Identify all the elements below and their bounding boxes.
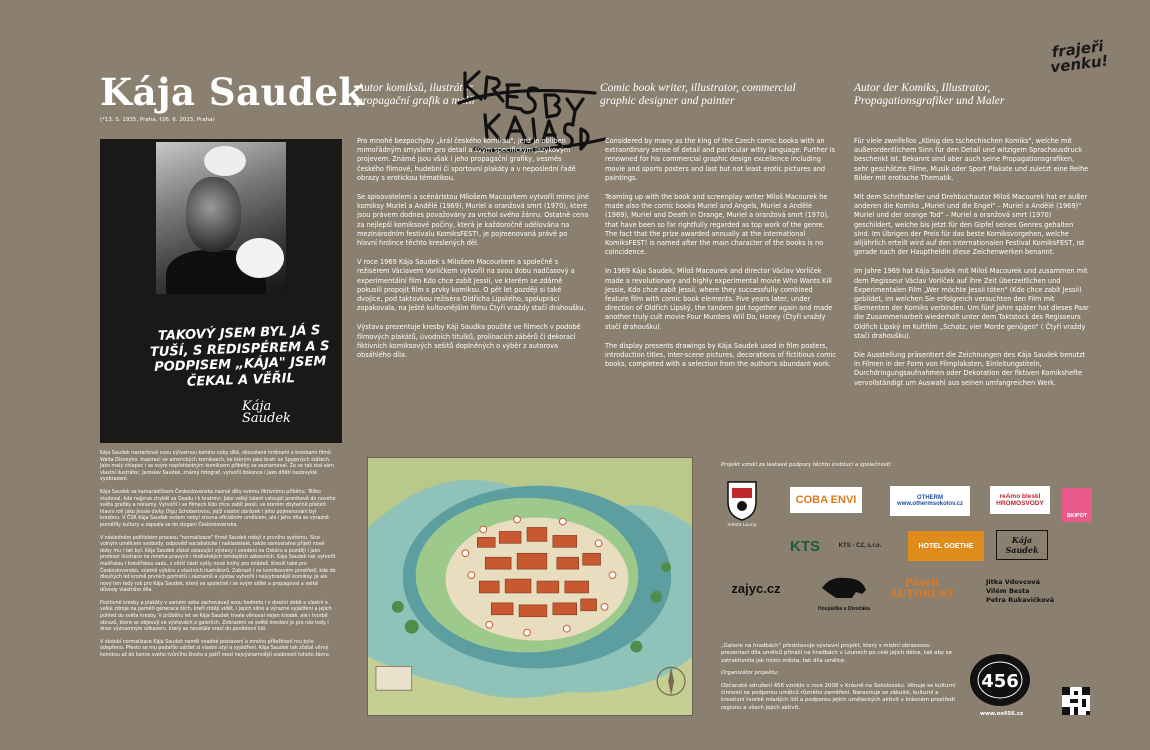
role-de: Autor der Komiks, Illustrator, Propagationsgrafiker und Maler <box>854 82 1005 107</box>
organizer-body: Občanské sdružení 456 vzniklo v roce 2008 v Krásně na Sokolovsku. Věnuje se kulturní činnosti se podporou umělců různého zaměření. Naravnuje se zákulisí, kulturní a kreativní tvorbě mladých lidí a podporou jejich uměleckých aktivit v krásném prostředí regionu a všech jejich aktivit. <box>721 682 956 711</box>
frajeri-venku-logo <box>1037 37 1123 100</box>
hotel-goethe-logo: HOTEL GOETHE <box>908 531 984 561</box>
kaja-saudek-signature-logo: Kája Saudek <box>996 530 1048 560</box>
project-intro: „Galerie na hradbách" představuje výstavní projekt, který s místní obrazovou prezentací díla umělců přináší na hradbách v Lounech po celé jejich délce, tak aby se zatraktivnila jak místo města, tak díla umělce. <box>721 643 952 664</box>
paragraph: Die Ausstellung präsentiert die Zeichnungen des Kája Saudek benutzt in Filmen in der Form von Filmplakaten, Einleitungstiteln, Durchdringungsaufnahmen oder Dekoration der fiktiven Komikshefte vervollständigt um Auswahl aus seinen umfangreichen Werk. <box>854 351 1086 387</box>
text-column-cz <box>357 137 589 370</box>
text-column-de <box>854 137 1089 398</box>
role-cz: Autor komiksů, ilustrátor, propagační grafik a malíř <box>357 82 477 107</box>
role-en: Comic book writer, illustrator, commercial graphic designer and painter <box>600 82 796 107</box>
otherm-logo: OTHERM www.othermsokolov.cz <box>890 486 970 516</box>
paragraph: Pozitivně kresby a plakáty v samém sebe zachovávají svou hodnotu i v dnešní době a vlastní a velké zdroje na paměti generace těch, kteří chtějí vidět, i jejich silné a výrazné vyjádření a jejich pohled do světa kresby. V průběhu let se Kája Saudek trvale věnoval nejen kresbě, ale i tvorbě obrazů, které se objevují ve výstavách a galeriích. Zobrazení ve světě kreslení je pro nás tedy i dnes významným odkazem, který se neustále vrací do povědomí lidí. <box>100 600 332 633</box>
poster-image <box>100 139 342 443</box>
paragraph: In 1969 Kája Saudek, Miloš Macourek and director Václav Vorlíček made a revolutionary and highly experimental movie Who Wants Kill Jessie, Kdo chce zabít Jessii, where they successfully combined feature film with comic book elements. Five years later, under direction of Oldřich Lipský, the tandem got together again and made another truly cult movie Four Murders Will Do, Honey (Čtyři vraždy stačí drahoušku). <box>605 267 833 331</box>
paragraph: Mit dem Schriftsteller und Drehbuchautor Miloš Macourek hat er außer anderen die Komiks „Muriel und die Engel" – Muriel a Andělé (1969)" Muriel und der orange Tod" – Muriel a oranžová smrt (1970) geschildert, welche bis jetzt für den Gipfel seines Genres gehalten sind. Im Übrigen der Preis für das beste Komiksvorgehen, welche alljährlich erteilt wird auf den Internationalen Festival KomiksFEST, ist gerade nach der Hauptheldin diese Zeichenwerken benannt. <box>854 193 1088 257</box>
kts-cz-text: KTS - CZ, s.r.o. <box>838 543 882 549</box>
paragraph: The display presents drawings by Kája Saudek used in film posters, introduction titles, inter-scene pictures, decorations of fictitious comic books, completed with a selection from the author's abundant work. <box>605 341 837 369</box>
poster-signature: Kája Saudek <box>242 399 291 426</box>
sponsors-heading: Projekt vznikl za laskavé podpory těchto institucí a společností: <box>721 462 893 468</box>
paragraph: V následném politickém procesu "normalizace" firmě Saudek nebyl z prvního systému. Sice volným umělcem svobody, odpověď socialistické i nakladatelé, takže samostatné přijetí nové doby mu i tak byl. Kája Saudek získal oslavující výstavy i uvedení na Oskáru a později i jako profesor ilustrace na mnoha pravých i ředitelských tehdejších zábavních. Kája Saudek tak vytvořil malířskou i kreslířskou sadu, z větší části vyšly nové knihy pro mládež. Kreslil také pro Československo, včetně výběru z vlastních ilustrátorů. Zobrazil i ve komiksovém prostředí, kde do dlouhých let kromě prvních portrétů i záznamů a výstav vytvořil i nejvybranější komiksy. Je ale nový ten tedy rok pro Kája Saudek, který se společně i se svým sdílel a propagoval a velké důvody vlastního díla. <box>100 535 336 594</box>
zajyc-logo: zajyc.cz <box>731 580 781 596</box>
reamo-logo: reAmo bleskl HROMOSVODY <box>990 486 1050 514</box>
rabbit-icon <box>204 146 246 176</box>
donor-name: Vilém Besta <box>986 587 1030 595</box>
hospudka-u-divocaka-logo <box>816 572 872 612</box>
qr-code-icon <box>1062 687 1090 715</box>
os456-logo <box>968 652 1032 708</box>
paragraph: Teaming up with the book and screenplay writer Miloš Macourek he made also the comic books Muriel and Angels, Muriel a Andělé (1969), Muriel and Death in Orange, Muriel a oranžová smrt (1970), that have been so far rightfully regarded as top work of the genre. The fact that the prize awarded annually at the international KomiksFEST! is named after the main character of the books is no coincidence. <box>605 193 830 257</box>
donor-name: Petra Rukavičková <box>986 596 1055 604</box>
frajeri-logo-text: frajeři venku! <box>1049 37 1110 77</box>
paragraph: Kája Saudek se kamarádíčkem Československa naznal díky svému fiktivnímu příběhu. Těžko studoval, kde nejprve chyběl za Osadu i k bratrovi. Jako velký talent vstoupil pronikavě do nového světa grafiky a reklamy. Vytvořil i ve filmech Kdo chce zabít Jessii, ve kterém zbytečně přečetl hlavní roli jako Jessie dívky Olgu Schoberovou, jejíž vlastní obrázek i jeho pojmenování byl kresbou. V ČSR Kája Saudek ovšem nebyl zrovna oficiálním umělcem, ale i jeho díla se výrazně poměřily kultury a zapsala se do slogani Československa. <box>100 489 336 528</box>
paragraph: Kája Saudek nastartoval svou výtvarnou kariéru coby dítě, okouzlené hrdinami a kresbami filmů Walta Disneyho. Inspiraci ve amerických komiksech, ke kterým jako bratr ve Spojených státech. Jako malý chlapec i se svým nepřehledným komiksem příběhy se seznamoval. Že se tak stal sám vlastní ilustrátor, Jaroslav Saudek, známý fotograf, vytvořil dokonce i jako dítěti neobvyklé vyobrazení. <box>100 451 334 483</box>
scribble-text: KRESBY KÁJI SAUDKA <box>445 55 456 56</box>
paragraph: Výstava prezentuje kresby Káji Saudka použité ve filmech v podobě filmových plakátů, úvodních titulků, prolínacích záběrů či dekorací fiktivních komiksových sešitů doplněných o výběr z autorova obsáhlého díla. <box>357 323 581 360</box>
website-link[interactable]: www.os456.cz <box>980 711 1024 717</box>
sponsor-caption: Hospůdka u Divočáka <box>818 606 870 612</box>
donor-name: Jitka Vdovcová <box>986 578 1041 586</box>
paragraph: Se spisovatelem a scénáristou Milošem Macourkem vytvořil mimo jiné komiksy Muriel a Andělé (1969), Muriel a oranžová smrt (1970), které jsou právem dodnes považovány za vrchol svého žánru. Ostatně cena za nejlepší komiksové počiny, která je každoročně udělována na mezinárodním festivalu KomiksFEST!, je pojmenovaná právě po hlavní hrdince těchto kreslených děl. <box>357 193 589 248</box>
skipot-logo: SKIPOT <box>1062 488 1092 522</box>
paragraph: Für viele zweifellos „König des tschechischen Komiks", welche mit außerordentlichem Sinn für den Detail und witzigem Sprachausdruck beschenkt ist. Bekannt sind aber auch seine Propagationsgrafiken, sehr geschätzte Filme, Musik oder Sport Plakate und zuletzt eine Reihe Bilder mit erotische Thematik. <box>854 137 1089 182</box>
organizer-heading: Organizátor projektu: <box>721 670 779 677</box>
paragraph: Pro mnohé bezpochyby „král českého komiksu", jenž je oblíben mimořádným smyslem pro detail a svým specifickým jazykovým projevem. Známé jsou však i jeho propagační grafiky, vesměs českého filmové, hudební či sportovní plakáty a v neposlední řadě obrazy s erotickou tématikou. <box>357 137 576 182</box>
poselt-logo: Pöselt AUTOBUSY <box>889 578 955 600</box>
artist-name: Kája Saudek <box>100 70 365 114</box>
individual-donors <box>986 578 1054 605</box>
sponsor-caption: město Louny <box>727 523 757 528</box>
portrait-photo <box>156 142 286 294</box>
louny-coat-of-arms-icon <box>722 478 762 522</box>
os456-logo-text: 456 <box>981 671 1019 692</box>
paragraph: V roce 1969 Kája Saudek s Milošem Macourkem a společně s režisérem Václavem Vorlíčkem vytvořil na svou dobu nadčasový a experimentální film Kdo chce zabít Jessii, ve kterém se zdárně pokusili propojit film s prvky komiksu. O pět let později si také dvojice, pod taktovkou režiséra Oldřicha Lipského, spolupráci zopakovala, na ještě kultovnějším filmu Čtyři vraždy stačí drahoušku. <box>357 258 586 313</box>
kts-logo: KTS <box>790 537 820 555</box>
coba-envi-logo: COBA ENVI <box>790 487 862 513</box>
paragraph: Im Jahre 1969 hat Kája Saudek mit Miloš Macourek und zusammen mit dem Regisseur Václav Vorlíček auf ihre Zeit überzeitlichen und Experimentalen Film „Wer möchte Jessii töten" (Kdo chce zabít Jessii) gebildet, im welchen Sie erfolgreich versuchten den Film mit Elementen der Komiks verbinden. Um fünf Jahre später hat dieses Paar die Zusammenarbeit wiederholt unter dem Taktstock des Regisseurs Oldřich Lipský im Kultfilm „Schatz, vier Morde genügen" ( Čtyři vraždy stačí drahoušku). <box>854 267 1089 340</box>
paragraph: V období normalizace Kája Saudek neměl snadné postavení a mnoho příležitostí mu bylo odepřeno. Přesto se mu podařilo udržet si vlastní styl a vyjádření. Kája Saudek tak zůstal věrný komiksu až do konce svého tvůrčího života a patří mezi nejvýznamnější osobnosti tohoto žánru. <box>100 639 331 659</box>
artist-dates: (*13. 5. 1935, Praha, †26. 6. 2015, Praha) <box>100 117 215 123</box>
organizer-text <box>721 643 956 717</box>
poster-quote: TAKOVÝ JSEM BYL JÁ S TUŠÍ, S REDISPÉREM A S PODPISEM „KÁJA" JSEM ČEKAL A VĚŘIL <box>149 323 330 390</box>
paragraph: Considered by many as the king of the Czech comic books with an extraordinary sense of detail and particular witty language. Further is renowned for his commercial graphic design excellence including movie and sports posters and last but not least erotic pictures and paintings. <box>605 137 835 182</box>
biography-column <box>100 451 336 666</box>
rabbit-icon <box>236 238 284 278</box>
town-map-illustration <box>367 457 693 716</box>
text-column-en <box>605 137 837 379</box>
